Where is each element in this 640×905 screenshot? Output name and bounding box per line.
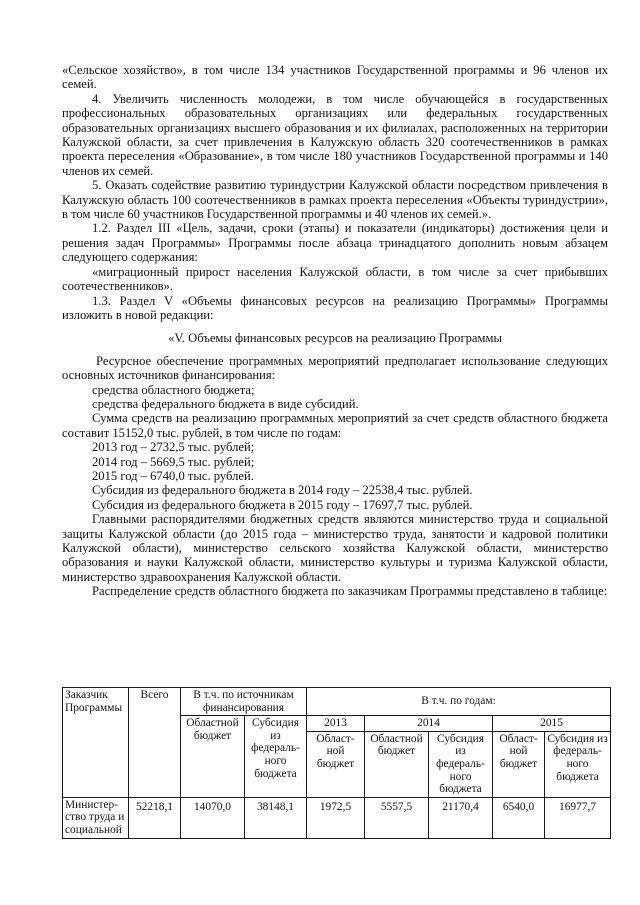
cell-total: 52218,1: [129, 797, 181, 838]
paragraph: 1.2. Раздел III «Цель, задачи, сроки (этапы) и показатели (индикаторы) достижения цели и решения задач Программы» Программы после абзаца тринадцатого дополнить новым абзацем следующего содержания:: [62, 221, 608, 265]
cell-2013-regional: 1972,5: [307, 797, 365, 838]
paragraph: «Сельское хозяйство», в том числе 134 участников Государственной программы и 96 членов их семей.: [62, 63, 608, 92]
section-heading: «V. Объемы финансовых ресурсов на реализацию Программы: [168, 331, 502, 346]
paragraph: 4. Увеличить численность молодежи, в том числе обучающейся в государственных профессиональных образовательных организациях или федеральных государственных образовательных организациях высшего образования и их филиалах, расположенных на территории Калужской области, за счет привлечения в Калужскую область 320 соотечественников в рамках проекта переселения «Образование», в том числе 180 участников Государственной программы и 140 членов их семей.: [62, 91, 608, 178]
paragraph: Главными распорядителями бюджетных средств являются министерство труда и социальной защиты Калужской области (до 2015 года – министерство труда, занятости и кадровой политики Калужской области), министерство сельского хозяйства Калужской области, министерство образования и науки Калужской области, министерство культуры и туризма Калужской области, министерство здравоохранения Калужской области.: [62, 512, 608, 584]
header-customer: Заказчик Программы: [63, 688, 129, 798]
header-subsidy: Субсидия из федераль-ного бюджета: [245, 716, 307, 798]
header-years: В т.ч. по годам:: [307, 688, 611, 716]
header-2015-subsidy: Субсидия из федераль-ного бюджета: [545, 731, 611, 797]
header-2014-subsidy: Субсидия из федераль-ного бюджета: [429, 731, 493, 797]
cell-2014-regional: 5557,5: [365, 797, 429, 838]
cell-regional: 14070,0: [181, 797, 245, 838]
paragraph: «миграционный прирост населения Калужской области, в том числе за счет прибывших соотечественников».: [62, 264, 608, 294]
header-regional: Областной бюджет: [181, 716, 245, 798]
header-sources: В т.ч. по источникам финансирования: [181, 688, 307, 716]
cell-2014-subsidy: 21170,4: [429, 797, 493, 838]
header-year-2013: 2013: [307, 716, 365, 732]
funding-table: [62, 687, 611, 839]
list-item: Субсидия из федерального бюджета в 2014 году – 22538,4 тыс. рублей.: [92, 483, 473, 498]
header-year-2014: 2014: [365, 716, 493, 732]
header-2014-regional: Областной бюджет: [365, 731, 429, 797]
table-row: [63, 797, 611, 838]
header-2015-regional: Област-ной бюджет: [493, 731, 545, 797]
document-body: [62, 63, 608, 599]
list-item: средства федерального бюджета в виде субсидий.: [92, 396, 359, 411]
paragraph: 1.3. Раздел V «Объемы финансовых ресурсов на реализацию Программы» Программы изложить в новой редакции:: [62, 293, 608, 322]
header-2013-regional: Област-ной бюджет: [307, 731, 365, 797]
paragraph: 5. Оказать содействие развитию туриндустрии Калужской области посредством привлечения в Калужскую область 100 соотечественников в рамках проекта переселения «Объекты туриндустрии», в том числе 60 участников Государственной программы и 40 членов их семей.».: [62, 178, 608, 222]
cell-subsidy: 38148,1: [245, 797, 307, 838]
list-item: 2015 год – 6740,0 тыс. рублей.: [92, 468, 254, 483]
cell-2015-subsidy: 16977,7: [545, 797, 611, 838]
list-item: средства областного бюджета;: [92, 382, 255, 397]
paragraph: Распределение средств областного бюджета по заказчикам Программы представлено в таблице:: [92, 584, 608, 599]
paragraph: Сумма средств на реализацию программных мероприятий за счет средств областного бюджета составит 15152,0 тыс. рублей, в том числе по годам:: [62, 411, 608, 440]
list-item: Субсидия из федерального бюджета в 2015 году – 17697,7 тыс. рублей.: [92, 497, 473, 512]
cell-2015-regional: 6540,0: [493, 797, 545, 838]
list-item: 2014 год – 5669,5 тыс. рублей;: [92, 454, 255, 469]
header-year-2015: 2015: [493, 716, 611, 732]
list-item: 2013 год – 2732,5 тыс. рублей;: [92, 440, 255, 455]
cell-customer: Министер-ство труда и социальной: [63, 797, 129, 838]
header-total: Всего: [129, 688, 181, 798]
paragraph: Ресурсное обеспечение программных мероприятий предполагает использование следующих основных источников финансирования:: [62, 353, 608, 383]
